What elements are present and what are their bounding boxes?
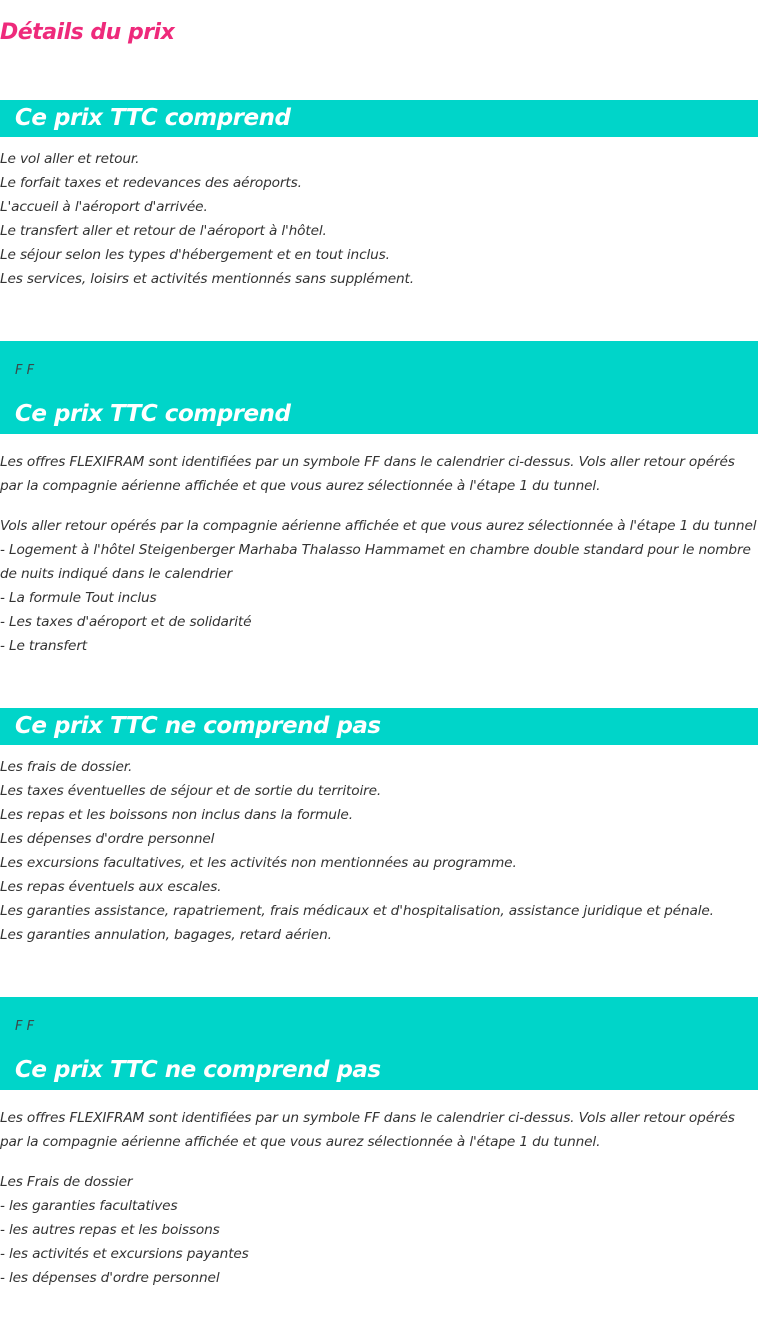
section-flexifram-not-included-header <box>0 997 758 1090</box>
section-not-included-header <box>0 708 758 745</box>
ff-symbol-label: F F <box>15 363 35 378</box>
section-included-header <box>0 100 758 137</box>
section-heading: Ce prix TTC ne comprend pas <box>15 713 381 739</box>
flexifram-not-included-text <box>0 1106 758 1290</box>
flexifram-included-text <box>0 450 758 658</box>
list-item: Les excursions facultatives, et les activités non mentionnées au programme. <box>0 855 517 871</box>
included-list <box>0 147 758 291</box>
detail-line: - Les taxes d'aéroport et de solidarité <box>0 614 252 630</box>
detail-line: - les dépenses d'ordre personnel <box>0 1270 220 1286</box>
list-item: Les taxes éventuelles de séjour et de sortie du territoire. <box>0 783 382 799</box>
list-item: Les garanties assistance, rapatriement, frais médicaux et d'hospitalisation, assistance juridique et pénale. <box>0 903 714 919</box>
not-included-list <box>0 755 758 947</box>
list-item: Le forfait taxes et redevances des aéroports. <box>0 175 302 191</box>
detail-line: - Logement à l'hôtel Steigenberger Marhaba Thalasso Hammamet en chambre double standard pour le nombre de nuits indiqué dans le calendrier <box>0 542 751 582</box>
page-title: Détails du prix <box>0 20 175 45</box>
section-heading: Ce prix TTC comprend <box>15 105 291 131</box>
detail-line: Vols aller retour opérés par la compagnie aérienne affichée et que vous aurez sélectionnée à l'étape 1 du tunnel <box>0 518 757 534</box>
section-heading: Ce prix TTC comprend <box>15 401 291 427</box>
list-item: Le transfert aller et retour de l'aéroport à l'hôtel. <box>0 223 327 239</box>
section-flexifram-included-header <box>0 341 758 434</box>
ff-symbol-label: F F <box>15 1019 35 1034</box>
section-heading: Ce prix TTC ne comprend pas <box>15 1057 381 1083</box>
detail-line: - les autres repas et les boissons <box>0 1222 220 1238</box>
detail-line: - La formule Tout inclus <box>0 590 157 606</box>
list-item: Le séjour selon les types d'hébergement et en tout inclus. <box>0 247 390 263</box>
list-item: Les repas et les boissons non inclus dans la formule. <box>0 807 353 823</box>
detail-line: - Le transfert <box>0 638 88 654</box>
list-item: Le vol aller et retour. <box>0 151 140 167</box>
flexifram-intro: Les offres FLEXIFRAM sont identifiées par un symbole FF dans le calendrier ci-dessus. Vols aller retour opérés par la compagnie aérienne affichée et que vous aurez sélectionnée à l'étape 1 du tunnel. <box>0 454 735 494</box>
list-item: L'accueil à l'aéroport d'arrivée. <box>0 199 208 215</box>
detail-line: Les Frais de dossier <box>0 1174 133 1190</box>
list-item: Les frais de dossier. <box>0 759 133 775</box>
detail-line: - les activités et excursions payantes <box>0 1246 249 1262</box>
list-item: Les dépenses d'ordre personnel <box>0 831 215 847</box>
list-item: Les garanties annulation, bagages, retard aérien. <box>0 927 332 943</box>
flexifram-intro: Les offres FLEXIFRAM sont identifiées par un symbole FF dans le calendrier ci-dessus. Vols aller retour opérés par la compagnie aérienne affichée et que vous aurez sélectionnée à l'étape 1 du tunnel. <box>0 1110 735 1150</box>
list-item: Les repas éventuels aux escales. <box>0 879 222 895</box>
detail-line: - les garanties facultatives <box>0 1198 178 1214</box>
list-item: Les services, loisirs et activités mentionnés sans supplément. <box>0 271 414 287</box>
